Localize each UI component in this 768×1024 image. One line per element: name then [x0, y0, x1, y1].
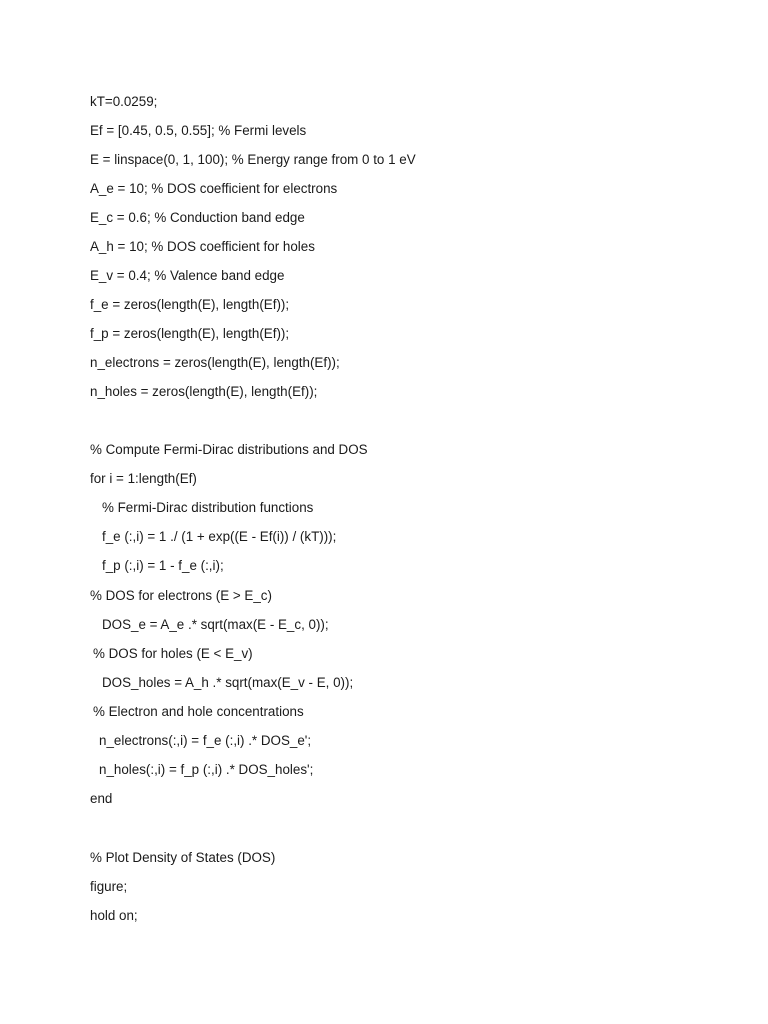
code-line-n-electrons-calc: n_electrons(:,i) = f_e (:,i) .* DOS_e'; — [99, 733, 312, 748]
code-line-compute-comment: % Compute Fermi-Dirac distributions and DOS — [90, 442, 368, 457]
code-line-end: end — [90, 791, 113, 806]
code-line-dos-e-calc: DOS_e = A_e .* sqrt(max(E - E_c, 0)); — [102, 617, 329, 632]
code-line-a-e: A_e = 10; % DOS coefficient for electrons — [90, 181, 338, 196]
code-line-figure: figure; — [90, 879, 128, 894]
code-line-kt: kT=0.0259; — [90, 94, 158, 109]
code-line-a-h: A_h = 10; % DOS coefficient for holes — [90, 239, 315, 254]
code-line-energy-range: E = linspace(0, 1, 100); % Energy range from 0 to 1 eV — [90, 152, 416, 167]
code-line-dos-holes-comment: % DOS for holes (E < E_v) — [93, 646, 253, 661]
code-line-concentration-comment: % Electron and hole concentrations — [93, 704, 304, 719]
code-line-dos-holes-calc: DOS_holes = A_h .* sqrt(max(E_v - E, 0)); — [102, 675, 354, 690]
code-line-f-e-init: f_e = zeros(length(E), length(Ef)); — [90, 297, 290, 312]
code-line-n-electrons-init: n_electrons = zeros(length(E), length(Ef)); — [90, 355, 340, 370]
code-line-n-holes-calc: n_holes(:,i) = f_p (:,i) .* DOS_holes'; — [99, 762, 314, 777]
code-line-n-holes-init: n_holes = zeros(length(E), length(Ef)); — [90, 384, 318, 399]
code-line-hold-on: hold on; — [90, 908, 138, 923]
code-line-dos-e-comment: % DOS for electrons (E > E_c) — [90, 588, 272, 603]
code-line-for-loop: for i = 1:length(Ef) — [90, 471, 197, 486]
code-line-e-v: E_v = 0.4; % Valence band edge — [90, 268, 285, 283]
code-line-e-c: E_c = 0.6; % Conduction band edge — [90, 210, 305, 225]
code-line-f-e-calc: f_e (:,i) = 1 ./ (1 + exp((E - Ef(i)) / (kT))); — [102, 529, 337, 544]
code-line-plot-comment: % Plot Density of States (DOS) — [90, 850, 276, 865]
code-line-fd-comment: % Fermi-Dirac distribution functions — [102, 500, 314, 515]
code-line-f-p-init: f_p = zeros(length(E), length(Ef)); — [90, 326, 290, 341]
code-line-ef: Ef = [0.45, 0.5, 0.55]; % Fermi levels — [90, 123, 307, 138]
code-line-f-p-calc: f_p (:,i) = 1 - f_e (:,i); — [102, 558, 224, 573]
